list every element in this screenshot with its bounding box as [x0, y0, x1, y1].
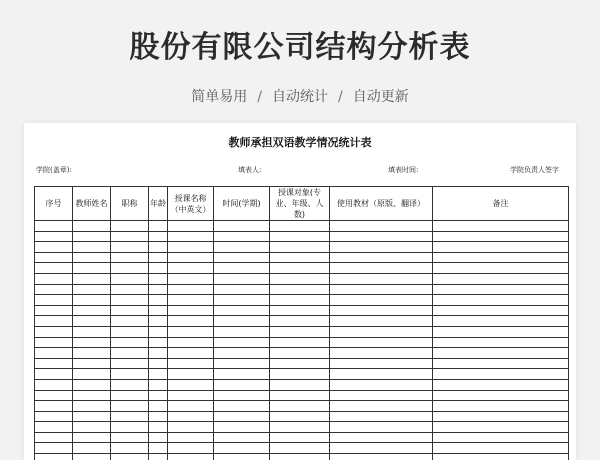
table-cell[interactable]: [168, 284, 214, 295]
table-cell[interactable]: [433, 284, 569, 295]
table-cell[interactable]: [73, 337, 111, 348]
table-cell[interactable]: [330, 401, 433, 412]
table-cell[interactable]: [35, 252, 73, 263]
table-cell[interactable]: [214, 348, 270, 359]
table-cell[interactable]: [433, 454, 569, 460]
table-cell[interactable]: [330, 252, 433, 263]
table-row: [35, 454, 569, 460]
table-cell[interactable]: [35, 305, 73, 316]
table-cell[interactable]: [149, 316, 168, 327]
table-cell[interactable]: [330, 432, 433, 443]
table-cell[interactable]: [168, 454, 214, 460]
table-row: [35, 369, 569, 380]
column-header: 授课对象(专业、年级、人数): [270, 187, 330, 221]
table-cell[interactable]: [35, 263, 73, 274]
table-cell[interactable]: [433, 390, 569, 401]
table-cell[interactable]: [35, 390, 73, 401]
table-cell[interactable]: [330, 305, 433, 316]
column-header: 授课名称（中英文）: [168, 187, 214, 221]
table-cell[interactable]: [214, 337, 270, 348]
table-cell[interactable]: [214, 432, 270, 443]
table-cell[interactable]: [330, 422, 433, 433]
table-row: [35, 305, 569, 316]
table-cell[interactable]: [111, 326, 149, 337]
table-cell[interactable]: [111, 295, 149, 306]
table-cell[interactable]: [149, 401, 168, 412]
table-cell[interactable]: [73, 432, 111, 443]
subtitle: [0, 86, 600, 106]
subtitle-separator: /: [257, 89, 262, 105]
table-row: [35, 443, 569, 454]
table-cell[interactable]: [35, 316, 73, 327]
table-cell[interactable]: [330, 348, 433, 359]
table-row: [35, 337, 569, 348]
table-cell[interactable]: [73, 316, 111, 327]
table-cell[interactable]: [330, 411, 433, 422]
table-cell[interactable]: [149, 358, 168, 369]
table-cell[interactable]: [433, 401, 569, 412]
table-cell[interactable]: [330, 379, 433, 390]
table-cell[interactable]: [214, 401, 270, 412]
table-cell[interactable]: [214, 242, 270, 253]
signature-label: 学院负责人签字: [510, 166, 559, 174]
table-row: [35, 252, 569, 263]
table-cell[interactable]: [168, 337, 214, 348]
table-cell[interactable]: [111, 432, 149, 443]
table-cell[interactable]: [270, 454, 330, 460]
table-row: [35, 221, 569, 232]
table-cell[interactable]: [111, 252, 149, 263]
table-row: [35, 358, 569, 369]
table-cell[interactable]: [149, 284, 168, 295]
table-cell[interactable]: [73, 443, 111, 454]
table-cell[interactable]: [35, 326, 73, 337]
table-cell[interactable]: [111, 443, 149, 454]
table-cell[interactable]: [433, 305, 569, 316]
table-cell[interactable]: [149, 337, 168, 348]
subtitle-separator: /: [338, 89, 343, 105]
table-cell[interactable]: [168, 390, 214, 401]
table-cell[interactable]: [433, 263, 569, 274]
page-title: 股份有限公司结构分析表: [129, 30, 471, 65]
table-cell[interactable]: [73, 454, 111, 460]
column-header: 使用教材（原版、翻译）: [330, 187, 433, 221]
table-cell[interactable]: [73, 252, 111, 263]
table-cell[interactable]: [330, 390, 433, 401]
table-cell[interactable]: [149, 422, 168, 433]
table-cell[interactable]: [433, 295, 569, 306]
table-cell[interactable]: [73, 242, 111, 253]
table-cell[interactable]: [111, 422, 149, 433]
fill-time-label: 填表时间:: [388, 166, 419, 174]
table-cell[interactable]: [330, 273, 433, 284]
table-cell[interactable]: [270, 337, 330, 348]
table-cell[interactable]: [149, 454, 168, 460]
table-cell[interactable]: [168, 263, 214, 274]
table-cell[interactable]: [111, 221, 149, 232]
table-cell[interactable]: [214, 390, 270, 401]
table-cell[interactable]: [433, 348, 569, 359]
table-cell[interactable]: [73, 390, 111, 401]
table-cell[interactable]: [111, 242, 149, 253]
table-cell[interactable]: [330, 242, 433, 253]
table-row: [35, 273, 569, 284]
table-row: [35, 326, 569, 337]
table-cell[interactable]: [111, 305, 149, 316]
table-cell[interactable]: [270, 369, 330, 380]
table-cell[interactable]: [111, 411, 149, 422]
table-cell[interactable]: [73, 411, 111, 422]
table-cell[interactable]: [35, 221, 73, 232]
table-cell[interactable]: [35, 273, 73, 284]
table-cell[interactable]: [35, 379, 73, 390]
column-header: 教师姓名: [73, 187, 111, 221]
table-cell[interactable]: [168, 252, 214, 263]
table-cell[interactable]: [168, 411, 214, 422]
table-cell[interactable]: [149, 273, 168, 284]
table-cell[interactable]: [168, 401, 214, 412]
table-cell[interactable]: [330, 284, 433, 295]
table-cell[interactable]: [111, 390, 149, 401]
table-row: [35, 295, 569, 306]
table-header-row: [35, 187, 569, 221]
table-cell[interactable]: [111, 358, 149, 369]
table-row: [35, 316, 569, 327]
table-cell[interactable]: [330, 316, 433, 327]
table-cell[interactable]: [111, 284, 149, 295]
table-row: [35, 411, 569, 422]
table-cell[interactable]: [270, 432, 330, 443]
table-cell[interactable]: [433, 231, 569, 242]
table-cell[interactable]: [168, 369, 214, 380]
table-body: [35, 221, 569, 460]
table-row: [35, 379, 569, 390]
subtitle-item-2: 自动统计: [272, 89, 328, 105]
table-cell[interactable]: [270, 422, 330, 433]
table-cell[interactable]: [168, 316, 214, 327]
table-cell[interactable]: [35, 454, 73, 460]
table-cell[interactable]: [111, 316, 149, 327]
table-cell[interactable]: [214, 221, 270, 232]
table-cell[interactable]: [111, 348, 149, 359]
table-cell[interactable]: [168, 305, 214, 316]
table-cell[interactable]: [270, 231, 330, 242]
table-cell[interactable]: [73, 305, 111, 316]
table-cell[interactable]: [270, 242, 330, 253]
table-cell[interactable]: [270, 316, 330, 327]
college-stamp-label: 学院(盖章):: [36, 166, 72, 174]
table-cell[interactable]: [270, 401, 330, 412]
table-cell[interactable]: [149, 326, 168, 337]
table-cell[interactable]: [73, 379, 111, 390]
table-cell[interactable]: [168, 242, 214, 253]
table-cell[interactable]: [149, 432, 168, 443]
table-cell[interactable]: [149, 221, 168, 232]
table-cell[interactable]: [149, 443, 168, 454]
table-cell[interactable]: [270, 358, 330, 369]
table-cell[interactable]: [35, 358, 73, 369]
table-cell[interactable]: [149, 369, 168, 380]
table-cell[interactable]: [35, 337, 73, 348]
table-cell[interactable]: [73, 273, 111, 284]
table-cell[interactable]: [35, 443, 73, 454]
table-cell[interactable]: [168, 432, 214, 443]
table-cell[interactable]: [111, 273, 149, 284]
table-cell[interactable]: [433, 369, 569, 380]
table-row: [35, 432, 569, 443]
table-cell[interactable]: [214, 295, 270, 306]
table-cell[interactable]: [214, 454, 270, 460]
table-cell[interactable]: [149, 379, 168, 390]
table-cell[interactable]: [433, 252, 569, 263]
column-header: 备注: [433, 187, 569, 221]
table-cell[interactable]: [73, 358, 111, 369]
table-cell[interactable]: [330, 231, 433, 242]
table-cell[interactable]: [168, 221, 214, 232]
table-cell[interactable]: [330, 443, 433, 454]
table-cell[interactable]: [73, 231, 111, 242]
statistics-table: [34, 186, 569, 460]
table-cell[interactable]: [433, 326, 569, 337]
table-cell[interactable]: [433, 443, 569, 454]
table-cell[interactable]: [270, 221, 330, 232]
table-row: [35, 348, 569, 359]
table-cell[interactable]: [270, 348, 330, 359]
column-header: 职称: [111, 187, 149, 221]
table-cell[interactable]: [149, 411, 168, 422]
subtitle-item-3: 自动更新: [352, 89, 409, 105]
column-header: 时间(学期): [214, 187, 270, 221]
table-cell[interactable]: [270, 273, 330, 284]
table-row: [35, 284, 569, 295]
table-cell[interactable]: [270, 390, 330, 401]
table-cell[interactable]: [330, 358, 433, 369]
column-header: 年龄: [149, 187, 168, 221]
table-cell[interactable]: [149, 295, 168, 306]
subtitle-item-1: 简单易用: [191, 89, 248, 105]
table-cell[interactable]: [270, 295, 330, 306]
table-cell[interactable]: [149, 252, 168, 263]
table-cell[interactable]: [330, 337, 433, 348]
table-cell[interactable]: [35, 348, 73, 359]
table-cell[interactable]: [149, 242, 168, 253]
table-cell[interactable]: [168, 273, 214, 284]
table-row: [35, 242, 569, 253]
table-cell[interactable]: [433, 422, 569, 433]
table-cell[interactable]: [111, 379, 149, 390]
table-cell[interactable]: [214, 231, 270, 242]
table-cell[interactable]: [330, 369, 433, 380]
table-cell[interactable]: [149, 263, 168, 274]
table-cell[interactable]: [433, 358, 569, 369]
table-cell[interactable]: [270, 284, 330, 295]
table-cell[interactable]: [73, 263, 111, 274]
table-cell[interactable]: [35, 411, 73, 422]
table-cell[interactable]: [433, 379, 569, 390]
table-cell[interactable]: [214, 326, 270, 337]
table-cell[interactable]: [111, 454, 149, 460]
table-row: [35, 390, 569, 401]
table-cell[interactable]: [270, 263, 330, 274]
table-cell[interactable]: [73, 369, 111, 380]
table-cell[interactable]: [330, 221, 433, 232]
table-cell[interactable]: [214, 316, 270, 327]
table-cell[interactable]: [111, 337, 149, 348]
table-cell[interactable]: [35, 242, 73, 253]
table-cell[interactable]: [330, 326, 433, 337]
table-cell[interactable]: [73, 422, 111, 433]
table-cell[interactable]: [149, 348, 168, 359]
table-cell[interactable]: [433, 242, 569, 253]
table-cell[interactable]: [35, 422, 73, 433]
table-cell[interactable]: [214, 411, 270, 422]
table-cell[interactable]: [168, 422, 214, 433]
table-cell[interactable]: [270, 305, 330, 316]
table-cell[interactable]: [433, 411, 569, 422]
table-cell[interactable]: [433, 432, 569, 443]
table-cell[interactable]: [73, 295, 111, 306]
table-cell[interactable]: [35, 432, 73, 443]
table-cell[interactable]: [149, 305, 168, 316]
sheet-title: 教师承担双语教学情况统计表: [228, 136, 372, 149]
table-cell[interactable]: [73, 284, 111, 295]
filler-label: 填表人:: [238, 166, 262, 174]
table-cell[interactable]: [73, 348, 111, 359]
table-cell[interactable]: [214, 369, 270, 380]
table-cell[interactable]: [214, 379, 270, 390]
table-cell[interactable]: [168, 326, 214, 337]
table-cell[interactable]: [433, 316, 569, 327]
table-cell[interactable]: [214, 263, 270, 274]
table-cell[interactable]: [214, 284, 270, 295]
table-cell[interactable]: [214, 443, 270, 454]
table-cell[interactable]: [168, 379, 214, 390]
table-cell[interactable]: [35, 284, 73, 295]
table-cell[interactable]: [35, 295, 73, 306]
table-cell[interactable]: [270, 379, 330, 390]
table-row: [35, 422, 569, 433]
table-cell[interactable]: [433, 273, 569, 284]
table-cell[interactable]: [214, 252, 270, 263]
table-cell[interactable]: [168, 295, 214, 306]
table-cell[interactable]: [111, 369, 149, 380]
table-cell[interactable]: [168, 348, 214, 359]
table-cell[interactable]: [270, 326, 330, 337]
table-cell[interactable]: [168, 358, 214, 369]
table-cell[interactable]: [330, 295, 433, 306]
table-row: [35, 231, 569, 242]
table-cell[interactable]: [214, 358, 270, 369]
table-cell[interactable]: [73, 221, 111, 232]
column-header: 序号: [35, 187, 73, 221]
table-cell[interactable]: [168, 231, 214, 242]
table-cell[interactable]: [330, 454, 433, 460]
table-cell[interactable]: [433, 337, 569, 348]
table-cell[interactable]: [111, 263, 149, 274]
table-cell[interactable]: [330, 263, 433, 274]
table-cell[interactable]: [35, 369, 73, 380]
table-cell[interactable]: [111, 401, 149, 412]
table-cell[interactable]: [270, 443, 330, 454]
table-cell[interactable]: [73, 401, 111, 412]
table-cell[interactable]: [111, 231, 149, 242]
table-row: [35, 263, 569, 274]
table-cell[interactable]: [168, 443, 214, 454]
table-cell[interactable]: [214, 305, 270, 316]
table-cell[interactable]: [214, 273, 270, 284]
table-cell[interactable]: [149, 231, 168, 242]
table-cell[interactable]: [214, 422, 270, 433]
table-cell[interactable]: [270, 411, 330, 422]
table-row: [35, 401, 569, 412]
table-cell[interactable]: [35, 231, 73, 242]
table-cell[interactable]: [35, 401, 73, 412]
table-cell[interactable]: [270, 252, 330, 263]
table-cell[interactable]: [73, 326, 111, 337]
table-cell[interactable]: [149, 390, 168, 401]
table-cell[interactable]: [433, 221, 569, 232]
spreadsheet-preview: [24, 123, 576, 460]
